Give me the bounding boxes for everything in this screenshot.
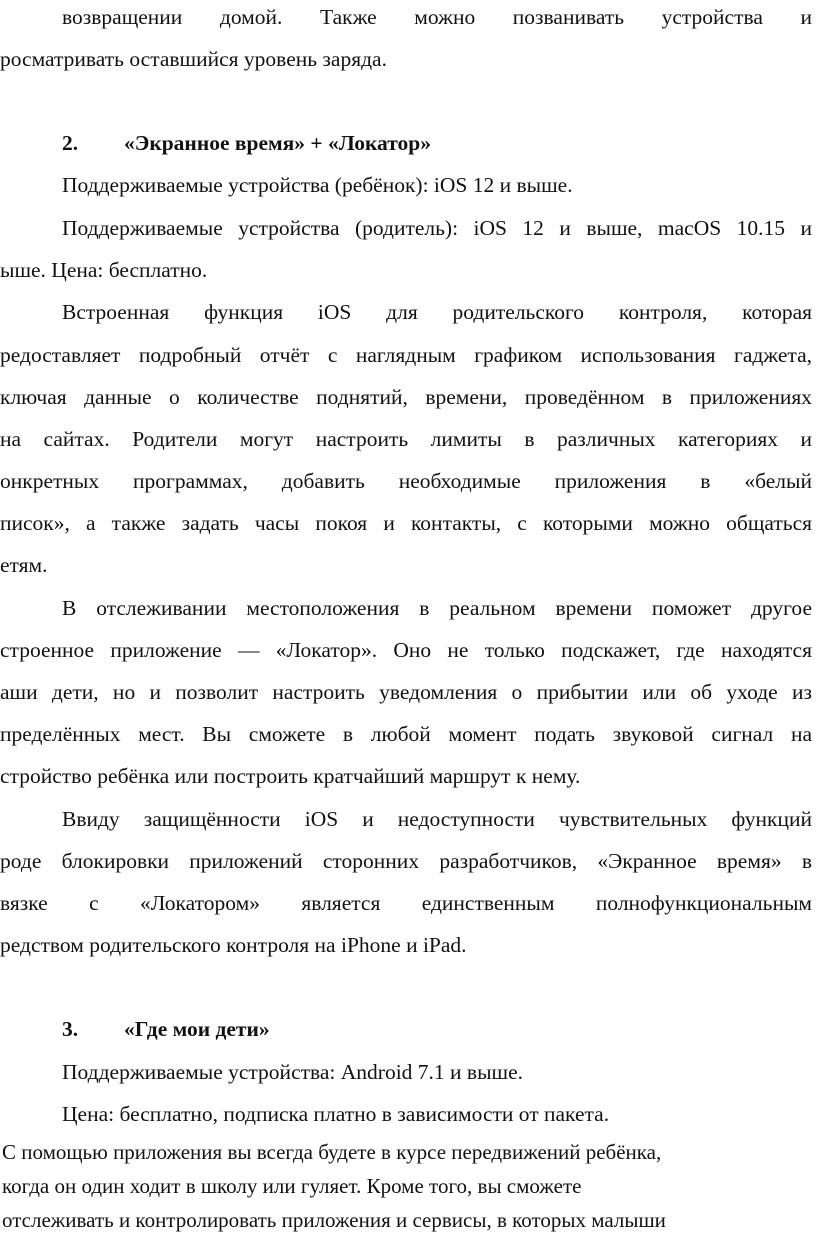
text-line: вязке с «Локатором» является единственным полнофункциональным: [0, 891, 812, 915]
text-line: пределённых мест. Вы сможете в любой момент подать звуковой сигнал на: [0, 722, 812, 746]
text-line: Встроенная функция iOS для родительского контроля, которая: [62, 300, 812, 324]
section-heading: [0, 1014, 812, 1044]
text-line: ключая данные о количестве поднятий, времени, проведённом в приложениях: [0, 385, 812, 409]
section-heading: [0, 128, 812, 158]
text-line: стройство ребёнка или построить кратчайший маршрут к нему.: [0, 764, 581, 788]
text-line: Поддерживаемые устройства (ребёнок): iOS 12 и выше.: [62, 173, 573, 197]
text-line: онкретных программах, добавить необходимые приложения в «белый: [0, 469, 812, 493]
text-line: аши дети, но и позволит настроить уведомления о прибытии или об уходе из: [0, 680, 812, 704]
text-line: Цена: бесплатно, подписка платно в зависимости от пакета.: [62, 1102, 610, 1126]
text-line: Поддерживаемые устройства: Android 7.1 и выше.: [62, 1060, 524, 1084]
text-line: строенное приложение — «Локатор». Оно не только подскажет, где находятся: [0, 638, 812, 662]
text-line: когда он один ходит в школу или гуляет. Кроме того, вы сможете: [2, 1174, 582, 1198]
text-line: возвращении домой. Также можно позванивать устройства и: [62, 5, 812, 29]
section-title: «Экранное время» + «Локатор»: [124, 131, 431, 155]
text-line: на сайтах. Родители могут настроить лимиты в различных категориях и: [0, 427, 812, 451]
text-line: редоставляет подробный отчёт с наглядным графиком использования гаджета,: [0, 343, 812, 367]
text-line: В отслеживании местоположения в реальном времени поможет другое: [62, 596, 812, 620]
text-line: С помощью приложения вы всегда будете в курсе передвижений ребёнка,: [2, 1140, 662, 1164]
text-line: Ввиду защищённости iOS и недоступности чувствительных функций: [62, 807, 812, 831]
section-number: 2.: [62, 131, 79, 155]
text-line: етям.: [0, 553, 48, 577]
text-line: росматривать оставшийся уровень заряда.: [0, 47, 387, 71]
section-title: «Где мои дети»: [124, 1017, 270, 1041]
text-line: редством родительского контроля на iPhone и iPad.: [0, 933, 467, 957]
text-line: роде блокировки приложений сторонних разработчиков, «Экранное время» в: [0, 849, 812, 873]
text-line: ыше. Цена: бесплатно.: [0, 258, 208, 282]
text-line: отслеживать и контролировать приложения и сервисы, в которых малыши: [2, 1208, 666, 1232]
section-number: 3.: [62, 1017, 79, 1041]
text-line: писок», а также задать часы покоя и контакты, с которыми можно общаться: [0, 511, 812, 535]
text-line: Поддерживаемые устройства (родитель): iOS 12 и выше, macOS 10.15 и: [62, 216, 812, 240]
